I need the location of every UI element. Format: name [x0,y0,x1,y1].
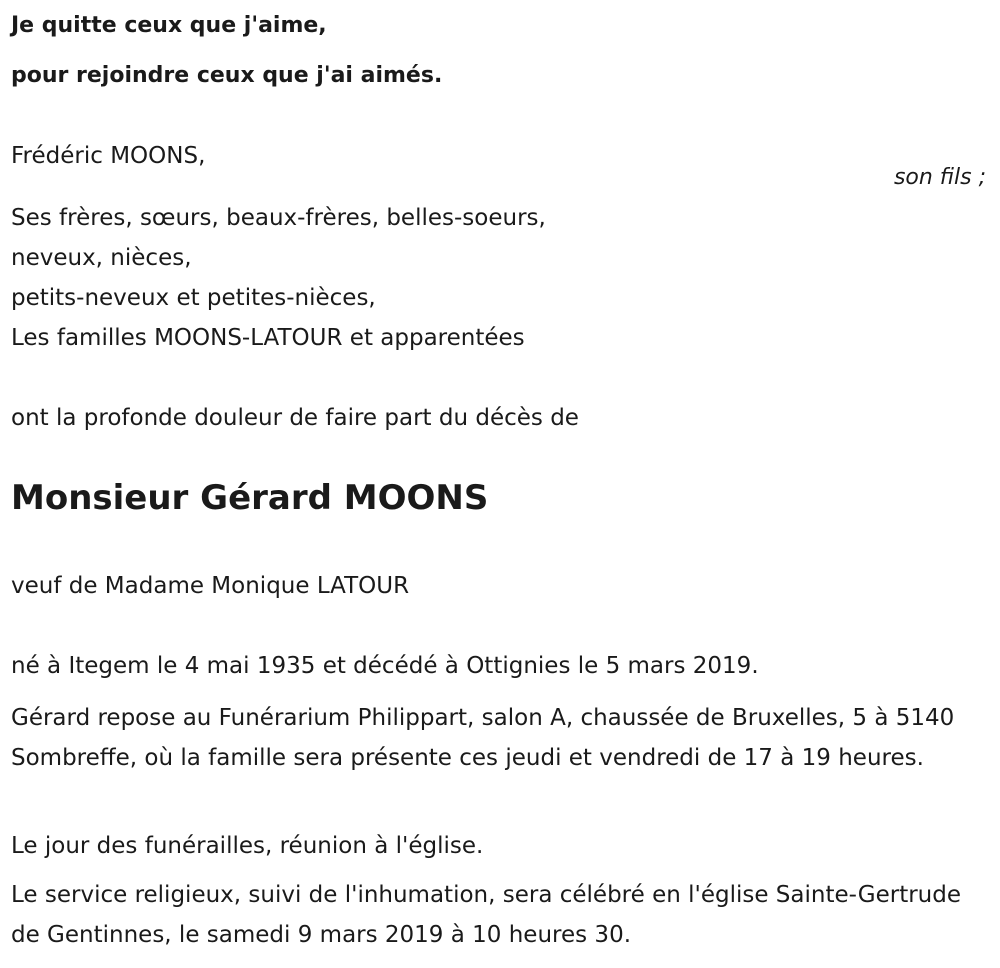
service-paragraph: Le service religieux, suivi de l'inhumation, sera célébré en l'église Sainte-Gertrude de Gentinnes, le samedi 9 mars 2019 à 10 heures 30. [11,882,962,948]
family-line: petits-neveux et petites-nièces, [11,285,376,311]
quote-line-2: pour rejoindre ceux que j'ai aimés. [11,63,443,88]
reunion-paragraph: Le jour des funérailles, réunion à l'église. [11,833,484,859]
son-name: Frédéric MOONS, [11,143,206,169]
family-line: Les familles MOONS-LATOUR et apparentées [11,325,525,351]
announcement-text: ont la profonde douleur de faire part du décès de [11,405,579,431]
family-line: Ses frères, sœurs, beaux-frères, belles-soeurs, [11,205,546,231]
family-line: neveux, nièces, [11,245,192,271]
quote-line-1: Je quitte ceux que j'aime, [11,13,327,38]
son-role: son fils ; [893,165,986,190]
family-list [11,198,546,358]
widow-of-text: veuf de Madame Monique LATOUR [11,573,410,599]
birth-death-text: né à Itegem le 4 mai 1935 et décédé à Ottignies le 5 mars 2019. [11,653,759,679]
deceased-name: Monsieur Gérard MOONS [11,478,489,518]
repose-paragraph: Gérard repose au Funérarium Philippart, salon A, chaussée de Bruxelles, 5 à 5140 Sombreffe, où la famille sera présente ces jeudi et vendredi de 17 à 19 heures. [11,705,955,771]
